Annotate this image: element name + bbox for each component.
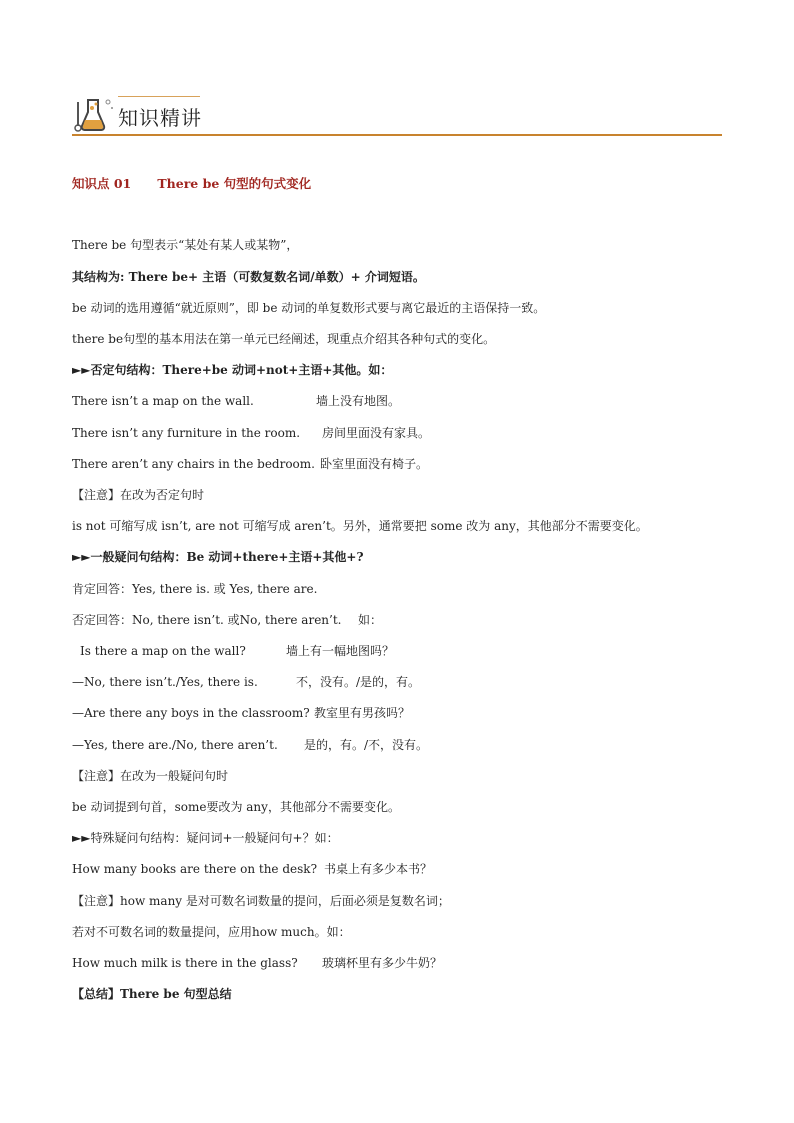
example-row [72, 612, 722, 628]
summary-line: 【总结】There be 句型总结 [72, 987, 232, 1001]
example-zh: 房间里面没有家具。 [322, 426, 431, 440]
example-row [72, 643, 722, 659]
science-flask-icon [72, 96, 116, 132]
subheading-negative: ►►否定句结构：There+be 动词+not+主语+其他。如： [72, 363, 393, 377]
example-zh: 教室里有男孩吗？ [314, 706, 411, 720]
example-row [72, 955, 722, 971]
example-en: —Yes, there are./No, there aren’t. [72, 738, 278, 752]
example-en: How many books are there on the desk? [72, 862, 317, 876]
example-zh: 书桌上有多少本书？ [324, 862, 433, 876]
text-line: be 动词的选用遵循“就近原则”，即 be 动词的单复数形式要与离它最近的主语保持一致。 [72, 301, 546, 315]
example-en: There aren’t any chairs in the bedroom. [72, 457, 315, 471]
text-line: There be 句型表示“某处有某人或某物”， [72, 238, 299, 252]
note-line: 【注意】how many 是对可数名词数量的提问，后面必须是复数名词； [72, 894, 450, 908]
example-row [72, 674, 722, 690]
text-line: is not 可缩写成 isn’t, are not 可缩写成 aren’t。另外，通常要把 some 改为 any，其他部分不需要变化。 [72, 519, 648, 533]
subheading-wh-question: ►►特殊疑问句结构：疑问词+一般疑问句+？如： [72, 831, 339, 845]
example-row [72, 705, 722, 721]
text-line: 若对不可数名词的数量提问，应用how much。如： [72, 925, 351, 939]
example-en: There isn’t a map on the wall. [72, 394, 254, 408]
example-zh: 是的，有。/不，没有。 [304, 738, 429, 752]
example-en: —Are there any boys in the classroom? [72, 706, 310, 720]
section-title: 知识点 01 There be 句型的句式变化 [72, 176, 312, 191]
example-row [72, 861, 722, 877]
example-row [72, 393, 722, 409]
section-header [72, 92, 722, 136]
example-en: —No, there isn’t./Yes, there is. [72, 675, 258, 689]
example-en: Is there a map on the wall? [80, 644, 246, 658]
header-title: 知识精讲 [118, 106, 202, 130]
header-accent-line [118, 96, 200, 97]
text-line: there be句型的基本用法在第一单元已经阐述，现重点介绍其各种句式的变化。 [72, 332, 496, 346]
structure-line: 其结构为: There be+ 主语（可数复数名词/单数）+ 介词短语。 [72, 270, 425, 284]
example-zh: 玻璃杯里有多少牛奶？ [322, 956, 443, 970]
note-line: 【注意】在改为否定句时 [72, 488, 205, 502]
example-row [72, 737, 722, 753]
example-en: How much milk is there in the glass? [72, 956, 298, 970]
example-zh: 如： [358, 613, 383, 627]
example-zh: 不，没有。/是的，有。 [296, 675, 421, 689]
text-line: be 动词提到句首，some要改为 any，其他部分不需要变化。 [72, 800, 400, 814]
text-line: 肯定回答：Yes, there is. 或 Yes, there are. [72, 582, 318, 596]
note-line: 【注意】在改为一般疑问句时 [72, 769, 229, 783]
example-row [72, 425, 722, 441]
example-zh: 墙上有一幅地图吗？ [286, 644, 395, 658]
header-rule [72, 134, 722, 136]
example-row [72, 456, 722, 472]
subheading-question: ►►一般疑问句结构：Be 动词+there+主语+其他+? [72, 550, 364, 564]
example-en: There isn’t any furniture in the room. [72, 426, 301, 440]
example-en: 否定回答：No, there isn’t. 或No, there aren’t. [72, 613, 342, 627]
example-zh: 墙上没有地图。 [316, 394, 401, 408]
example-zh: 卧室里面没有椅子。 [320, 457, 429, 471]
